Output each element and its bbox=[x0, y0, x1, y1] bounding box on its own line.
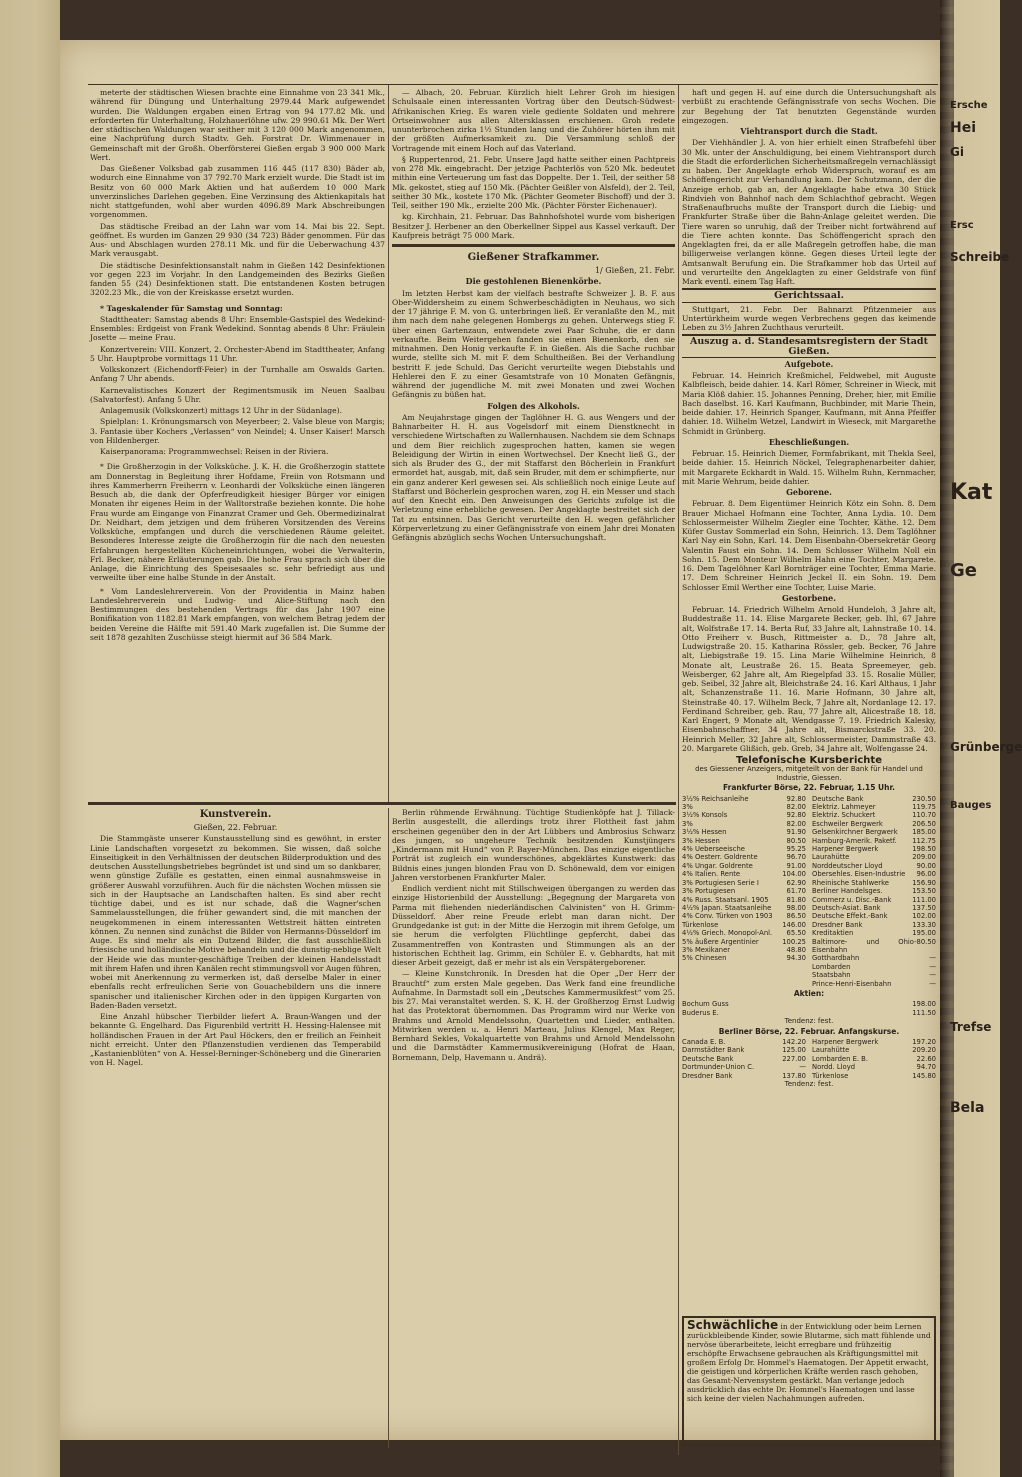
article-paragraph: Eine Anzahl hübscher Tierbilder liefert A. Braun-Wangen und der bekannte G. Engelhard. Das Figurenbild vertritt H. Hessing-Halensee mit holländischen Frauen in der Art Paul Höckers, den er freilich an Feinheit nicht erreicht. Unter den Pflanzenstudien verdienen das Temperabild „Kastanienblüten“ von A. Hessel-Berninger-Schöneberg und die Ginerarien von H. Nagel. bbox=[90, 1012, 381, 1068]
quote-name: Deutsche Bank bbox=[682, 1054, 734, 1063]
quote-value: 230.50 bbox=[912, 794, 936, 803]
article-paragraph: Die städtische Desinfektionsanstalt nahm in Gießen 142 Desinfektionen vor gegen 223 im Vorjahr. In den Landgemeinden des Bezirks Gießen fanden 55 (24) Desinfektionen statt. Die entstandenen Kosten betrugen 3202.23 Mk., die von der Kreiskasse ersetzt wurden. bbox=[90, 260, 385, 298]
quote-row bbox=[682, 887, 806, 895]
quote-name: Dortmunder-Union C. bbox=[682, 1063, 755, 1072]
eheschliessungen-list: Februar. 15. Heinrich Diemer, Formfabrikant, mit Thekla Seel, beide dahier. 15. Heinrich Nöckel, Telegraphenarbeiter dahier, mit Margarete Eckhardt in Wald. 15. Wilhelm Ruhn, Kernmacher, mit Marie Wehrum, beide dahier. bbox=[682, 449, 936, 486]
quote-row bbox=[682, 938, 806, 946]
gerichtssaal-heading: Gerichtssaal. bbox=[682, 288, 936, 302]
quote-value: 91.00 bbox=[786, 861, 806, 870]
standesamt-heading: Auszug a. d. Standesamtsregistern der Stadt Gießen. bbox=[682, 334, 936, 358]
article-albach: — Albach, 20. Februar. Kürzlich hielt Lehrer Groh im hiesigen Schulsaale einen interessanten Vortrag über den Deutsch-Südwest-Afrikanischen Krieg. Es waren viele gediente Soldaten und mehrere Ortseinwohner aus allen Altersklassen erschienen. Groh redete ununterbrochen zirka 1½ Stunden lang und die Zuhörer hörten ihm mit der größten Aufmerksamkeit zu. Die Versammlung schloß der Vortragende mit einem Hoch auf das Vaterland. bbox=[392, 88, 675, 153]
quote-row bbox=[812, 820, 936, 828]
quote-row bbox=[812, 837, 936, 845]
quote-name: Deutsche Effekt.-Bank bbox=[812, 912, 888, 921]
tageskalender-entry: Spielplan: 1. Krönungsmarsch von Meyerbeer; 2. Valse bleue von Margis; 3. Fantasie über Kochers „Verlassen“ von Neindel; 4. Unser Kaiser! Marsch von Hildenberger. bbox=[90, 417, 385, 445]
geborene-list: Februar. 8. Dem Eigentümer Heinrich Kötz ein Sohn. 8. Dem Brauer Michael Hofmann eine Tochter, Anna Lydia. 10. Dem Schlossermeister Wilhelm Ziegler eine Tochter, Käthe. 12. Dem Küfer Gustav Sommerlad ein Sohn, Heinrich. 13. Dem Taglöhner Karl Nay ein Sohn, Karl. 14. Dem Eisenbahn-Obersekretär Georg Valentin Faust ein Sohn. 14. Dem Schlosser Wilhelm Noll ein Sohn. 15. Dem Monteur Wilhelm Hahn eine Tochter, Margarete. 16. Dem Tagelöhner Karl Bornträger eine Tochter, Emma Marie. 17. Dem Schreiner Heinrich Jeckel II. ein Sohn. 19. Dem Schlosser Emil Werther eine Tochter, Luise Marie. bbox=[682, 499, 936, 592]
adjacent-page-text: Schreibe bbox=[950, 250, 1010, 264]
quote-value: 156.90 bbox=[912, 878, 936, 887]
quote-row bbox=[812, 971, 936, 979]
quote-row bbox=[682, 879, 806, 887]
quote-row bbox=[682, 1063, 806, 1071]
adjacent-page-text: Ersche bbox=[950, 100, 988, 111]
quote-row bbox=[812, 828, 936, 836]
quote-value: 94.70 bbox=[916, 1063, 936, 1072]
article-paragraph: Endlich verdient nicht mit Stillschweigen übergangen zu werden das einzige Historienbild der Ausstellung: „Begegnung der Margareta von Parma mit fliehenden niederländischen Calvinisten“ von H. Grimm-Düsseldorf. Aber reine Freude erlebt man daran nicht. Der Grundgedanke ist gut: in der Mitte die Herzogin mit ihrem Gefolge, um sie herum die verfolgten Flüchtlinge gepfercht, dabei das Zusammentreffen von Kontrasten und Stimmungen als an der historischen Echtheit lag. Grimm, ein Schüler E. v. Gebhardts, hat mit dieser Arbeit gezeigt, daß er mehr ist als ein Verspätergeborener. bbox=[392, 884, 675, 967]
quote-row bbox=[682, 820, 806, 828]
article-landeslehrerverein: * Vom Landeslehrerverein. Von der Providentia in Mainz haben Landeslehrerverein und Ludwig- und Alice-Stiftung nach den Bestimmungen des bestehenden Vertrags für das Jahr 1907 eine Bonifikation von 1182.81 Mark empfangen, von welchem Betrag jedem der beiden Vereine die Hälfte mit 591.40 Mark zugefallen ist. Die Summe der seit 1878 gezahlten Zuschüsse steigt hiermit auf 36 584 Mark. bbox=[90, 586, 385, 642]
quote-value: 227.00 bbox=[782, 1054, 806, 1063]
quote-value: 209.00 bbox=[912, 853, 936, 862]
adjacent-page-text: Trefse bbox=[950, 1020, 992, 1034]
quote-value: 92.80 bbox=[786, 811, 806, 820]
quote-name: Obersehles. Eisen-Industrie bbox=[812, 870, 906, 879]
quote-value: 22.60 bbox=[916, 1054, 936, 1063]
adjacent-page-text: Hei bbox=[950, 120, 977, 136]
quote-value: 81.80 bbox=[786, 895, 806, 904]
quote-value: 96.00 bbox=[916, 870, 936, 879]
quote-name: Baltimore- und Ohio-Eisenbahn bbox=[812, 937, 917, 954]
quote-value: 111.50 bbox=[912, 1008, 936, 1017]
quote-value: 195.00 bbox=[912, 929, 936, 938]
quote-value: 153.50 bbox=[912, 887, 936, 896]
quote-name: 4% Oesterr. Goldrente bbox=[682, 853, 758, 862]
quote-value: 90.00 bbox=[916, 861, 936, 870]
quote-name: 4% Ungar. Goldrente bbox=[682, 861, 753, 870]
quote-name: Harpener Bergwerk bbox=[812, 845, 879, 854]
quote-row bbox=[682, 853, 806, 861]
quote-name: Nordd. Lloyd bbox=[812, 1063, 856, 1072]
article-alkohol: Am Neujahrstage gingen der Taglöhner H. G. aus Wengers und der Bahnarbeiter H. H. aus Vogelsdorf mit einem Dienstknecht in verschiedene Wirtschaften zu Wallernhausen. Nachdem sie dem Schnaps und dem Bier reichlich zugesprochen hatten, kamen sie wegen Beleidigung der Wirtin in einen Wortwechsel. Der Knecht ließ G., der sich als Bruder des G., der mit Staffarst den Böcherlein in Frankfurt ermordet hat, ausgab, mit, daß sein Bruder, mit dem er schimpfierte, nur ein ganz anderer Kerl gewesen sei. Als schließlich noch einige Leute auf Staffarst und Böcherlein gesprochen waren, zog H. ein Messer und stach auf den Knecht ein. Den Anweisungen des Gerichts zufolge ist die Verletzung eine erhebliche gewesen. Der Angeklagte bestreitet sich der Tat zu entsinnen. Das Gericht verurteilte den H. wegen gefährlicher Körperverletzung zu einer Gefängnisstrafe von einem Jahr drei Monaten Gefängnis abzüglich sechs Wochen Untersuchungshaft. bbox=[392, 412, 675, 542]
quote-value: 112.75 bbox=[912, 836, 936, 845]
quote-row bbox=[682, 896, 806, 904]
frankfurt-quotes bbox=[682, 795, 936, 988]
tendenz-label: Tendenz: fest. bbox=[784, 1080, 834, 1089]
kursbericht-block bbox=[682, 757, 936, 1088]
quote-name: Gelsenkirchner Bergwerk bbox=[812, 828, 898, 837]
kunstverein-heading: Kunstverein. bbox=[199, 809, 272, 820]
quote-name: 3% bbox=[682, 819, 693, 828]
quote-row bbox=[812, 954, 936, 962]
frankfurt-quotes-left bbox=[682, 795, 806, 988]
quote-row bbox=[812, 938, 936, 955]
quote-name: 4% Russ. Staatsanl. 1905 bbox=[682, 895, 769, 904]
tageskalender-entry: Anlagemusik (Volkskonzert) mittags 12 Uhr in der Südanlage). bbox=[100, 406, 343, 415]
quote-name: Türkenlose bbox=[682, 920, 719, 929]
quote-value: 100.25 bbox=[782, 937, 806, 946]
quote-row bbox=[812, 1072, 936, 1080]
aktien-heading: Aktien: bbox=[793, 988, 825, 998]
quote-name: Türkenlose bbox=[812, 1071, 849, 1080]
quote-value: 86.50 bbox=[786, 912, 806, 921]
berlin-quotes-right bbox=[812, 1038, 936, 1080]
quote-value: 98.00 bbox=[786, 903, 806, 912]
quote-row bbox=[812, 870, 936, 878]
kursbericht-subtitle: des Giessener Anzeigers, mitgeteilt von der Bank für Handel und Industrie, Giessen. bbox=[695, 765, 923, 782]
quote-value: 110.70 bbox=[912, 811, 936, 820]
quote-name: Staatsbahn bbox=[812, 971, 851, 980]
quote-row bbox=[812, 904, 936, 912]
geborene-heading: Geborene. bbox=[786, 487, 832, 497]
quote-name: Norddeutscher Lloyd bbox=[812, 861, 883, 870]
quote-value: 80.50 bbox=[916, 937, 936, 946]
quote-value: 104.00 bbox=[782, 870, 806, 879]
article-paragraph: meterte der städtischen Wiesen brachte eine Einnahme von 23 341 Mk., während für Düngung und Unterhaltung 2979.44 Mark aufgewendet wurden. Die Waldungen ergaben einen Ertrag von 94 177.82 Mk. und erforderten für Unterhaltung, Holzhauerlöhne ufw. 29 990.61 Mk. Der Wert der städtischen Waldungen war seither mit 3 120 000 Mark angenommen, eine Nachprüfung durch Stadtv. Geh. Forstrat Dr. Wimmenauer in Gemeinschaft mit der Großh. Oberförsterei Gießen ergab 3 900 000 Mark Wert. bbox=[90, 88, 385, 162]
quote-row bbox=[812, 1055, 936, 1063]
quote-name: Darmstädter Bank bbox=[682, 1046, 745, 1055]
quote-row bbox=[682, 1072, 806, 1080]
quote-name: 5% Chinesen bbox=[682, 954, 727, 963]
quote-row bbox=[812, 845, 936, 853]
quote-row bbox=[812, 963, 936, 971]
article-gerichtssaal: Stuttgart, 21. Febr. Der Bahnarzt Pfitzenmeier aus Untertürkheim wurde wegen Verbrechens gegen das keimende Leben zu 3½ Jahren Zuchthaus verurteilt. bbox=[682, 304, 936, 332]
gestorbene-heading: Gestorbene. bbox=[781, 592, 837, 603]
quote-row bbox=[682, 837, 806, 845]
adjacent-page-text: Ge bbox=[950, 560, 977, 581]
tageskalender-entry: Karnevalistisches Konzert der Regimentsmusik im Neuen Saalbau (Salvatorfest). Anfang 5 Uhr. bbox=[90, 385, 385, 404]
quote-row bbox=[812, 1038, 936, 1046]
berlin-quotes-left bbox=[682, 1038, 806, 1080]
viehtransport-heading: Viehtransport durch die Stadt. bbox=[740, 126, 878, 136]
quote-value: — bbox=[799, 1063, 806, 1072]
quote-row bbox=[812, 795, 936, 803]
quote-name: 3½% Reichsanleihe bbox=[682, 794, 749, 803]
quote-name: Hamburg-Amerik. Paketf. bbox=[812, 836, 897, 845]
quote-value: — bbox=[929, 962, 936, 971]
column-rule bbox=[388, 85, 389, 805]
quote-row bbox=[682, 1000, 936, 1008]
strafkammer-heading: Gießener Strafkammer. bbox=[467, 252, 600, 263]
article-paragraph: Die Stammgäste unserer Kunstausstellung sind es gewöhnt, in erster Linie Landschaften vorgesetzt zu bekommen. Sie wissen, daß solche Einseitigkeit in den Verhältnissen der deutschen Bilderproduktion und des deutschen Ausstellungsbetriebes begründet ist und sind um so dankbarer, wenn günstige Zufälle es gestatten, einen einmal ausnahmsweise in größerer Auswahl vorzuführen. Auch für die nächsten Wochen müssen sie sich in der Hauptsache an Landschaften halten. Es sind aber recht tüchtige dabei, und es ist nur schade, daß die Wagner'schen Sammelausstellungen, die früher gewandert sind, die mit manchen der neugekommenen in einem interessanten Wettstreit hätten eintreten können. Zu nennen sind zunächst die Bilder von Hermanns-Düsseldorf im Auge. Es sind mehr als ein Dutzend Bilder, die fast ausschließlich friesische und holländische Motive behandeln und die dunstig-neblige Welt der Heide wie das munter-geschäftige Treiben der kleinen Handelsstadt mit ihrem Hafen und ihren Kanälen recht stimmungsvoll vor Augen führen, wobei mit Anerkennung zu vermerken ist, daß derselbe Maler in einer ebenfalls recht erfreulichen Serie von Gouachebildern uns die innere spanischer und italienischer Kirchen oder in den üppigen Kurgarten von Baden-Baden versetzt. bbox=[90, 834, 381, 1010]
quote-name: Canada E. B. bbox=[682, 1038, 726, 1046]
quote-name: Berliner Handelsges. bbox=[812, 887, 883, 896]
column-kunstverein-continued bbox=[392, 808, 675, 1458]
quote-value: 142.20 bbox=[782, 1038, 806, 1046]
article-paragraph: haft und gegen H. auf eine durch die Untersuchungshaft als verbüßt zu erachtende Gefängnisstrafe von sechs Wochen. Die zur Begehung der Tat benutzten Gegenstände wurden eingezogen. bbox=[682, 88, 936, 125]
quote-value: 125.00 bbox=[782, 1046, 806, 1055]
quote-name: Kreditaktien bbox=[812, 929, 854, 938]
quote-value: 206.50 bbox=[912, 819, 936, 828]
quote-name: Eschweiler Bergwerk bbox=[812, 819, 883, 828]
tageskalender-heading: * Tageskalender für Samstag und Sonntag: bbox=[100, 303, 283, 313]
quote-value: 80.50 bbox=[786, 836, 806, 845]
quote-row bbox=[812, 929, 936, 937]
tageskalender-entry: Kaiserpanorama: Programmwechsel: Reisen in der Riviera. bbox=[100, 447, 329, 456]
quote-name: Gotthardbahn bbox=[812, 954, 860, 963]
quote-value: 137.50 bbox=[912, 903, 936, 912]
quote-value: 198.50 bbox=[912, 845, 936, 854]
quote-name: 4½% Griech. Monopol-Anl. bbox=[682, 929, 773, 938]
quote-row bbox=[812, 896, 936, 904]
quote-value: 82.00 bbox=[786, 819, 806, 828]
quote-name: Commerz u. Disc.-Bank bbox=[812, 895, 892, 904]
ad-title: Schwächliche bbox=[687, 1318, 779, 1332]
quote-value: 91.90 bbox=[786, 828, 806, 837]
adjacent-page-text: Kat bbox=[950, 480, 993, 505]
kursbericht-title: Telefonische Kursberichte bbox=[735, 755, 882, 766]
ad-text: in der Entwicklung oder beim Lernen zurückbleibende Kinder, sowie Blutarme, sich matt fühlende und nervöse überarbeitete, leicht erregbare und frühzeitig erschöpfte Erwachsene gebrauchen als Kräftigungsmittel mit großem Erfolg Dr. Hommel's Haematogen. Der Appetit erwacht, die geistigen und körperlichen Kräfte werden rasch gehoben, das Gesamt-Nervensystem gestärkt. Man verlange jedoch ausdrücklich das echte Dr. Hommel's Haematogen und lasse sich keine der vielen Nachahmungen aufreden. bbox=[687, 1322, 931, 1403]
quote-row bbox=[812, 1063, 936, 1071]
quote-value: 145.80 bbox=[912, 1071, 936, 1080]
quote-name: Laurahütte bbox=[812, 853, 850, 862]
quote-row bbox=[812, 811, 936, 819]
quote-value: 209.20 bbox=[912, 1046, 936, 1055]
quote-row bbox=[682, 1009, 936, 1017]
aufgebote-heading: Aufgebote. bbox=[784, 358, 834, 369]
quote-row bbox=[682, 929, 806, 937]
quote-name: 4% Conv. Türken von 1903 bbox=[682, 912, 773, 921]
article-grossherzogin: * Die Großherzogin in der Volksküche. J. K. H. die Großherzogin stattete am Donnerstag in Begleitung ihrer Hofdame, Freiin von Rotsmann und ihres Kammerherrn Freiherrn v. Leonhardi der Volksküche einen längeren Besuch ab, die dank der Opferfreudigkeit hiesiger Bürger vor einigen Monaten ihr eigenes Heim in der Walltorstraße beziehen konnte. Die hohe Frau wurde am Eingange von Finanzrat Cramer und Geh. Obermedizinalrat Dr. Neidhart, dem jetzigen und dem früheren Vorsitzenden des Vereins Volksküche, empfangen und durch die verschiedenen Räume geleitet. Besonderes Interesse zeigte die Großherzogin für die nach den neuesten Erfahrungen hergestellten Kücheneinrichtungen, wobei die Verwalterin, Frl. Becker, nähere Erläuterungen gab. Die hohe Frau sprach sich über die Anlage, die Einrichtung des Speisesaales sc. sehr befriedigt aus und verweilte über eine halbe Stunde in der Anstalt. bbox=[90, 462, 385, 583]
quote-row bbox=[682, 803, 806, 811]
quote-row bbox=[812, 887, 936, 895]
section-divider bbox=[392, 244, 675, 247]
article-paragraph: Das städtische Freibad an der Lahn war vom 14. Mai bis 22. Sept. geöffnet. Es wurden im Ganzen 29 930 (34 723) Bäder genommen. Für das Aus- und Abschlagen wurden 278.11 Mk. und für die Ueberwachung 437 Mark verausgabt. bbox=[90, 221, 385, 259]
quote-value: 61.70 bbox=[786, 887, 806, 896]
quote-name: Rheinische Stahlwerke bbox=[812, 878, 889, 887]
column-court-and-market bbox=[682, 88, 936, 1458]
quote-value: — bbox=[929, 979, 936, 988]
article-paragraph: Berlin rühmende Erwähnung. Tüchtige Studienköpfe hat J. Tillack-Berlin ausgestellt, die allerdings trotz ihrer Flottheit fast jahm erscheinen gegenüber den in der Art Lübbers und Ambrosius Schwarz des jungen, so ungeheure Technik besitzenden Kunstjüngers „Kindermann mit Hund“ von P. Bayer-München. Das einzige eigentliche Porträt ist zugleich ein wunderschönes, abgeklärtes Kunstwerk: das Bildnis eines jungen blonden Frau von D. Schönewald, dem vor einigen Jahren verstorbenen Frankfurter Maler. bbox=[392, 808, 675, 882]
frankfurt-quotes-right bbox=[812, 795, 936, 988]
quote-name: Elektriz. Schuckert bbox=[812, 811, 876, 820]
quote-value: 133.30 bbox=[912, 920, 936, 929]
quote-value: 62.90 bbox=[786, 878, 806, 887]
quote-row bbox=[682, 1046, 806, 1054]
quote-name: 3% Mexikaner bbox=[682, 945, 731, 954]
article-kirchhain: kg. Kirchhain, 21. Februar. Das Bahnhofshotel wurde vom bisherigen Besitzer J. Herbener an den Oberkellner Sippel aus Kassel verkauft. Der Kaufpreis beträgt 75 000 Mark. bbox=[392, 212, 675, 240]
section-divider bbox=[88, 802, 676, 805]
quote-row bbox=[812, 803, 936, 811]
quote-value: 146.00 bbox=[782, 920, 806, 929]
quote-value: 82.00 bbox=[786, 803, 806, 812]
adjacent-page-text: Gi bbox=[950, 145, 964, 159]
quote-name: 3% bbox=[682, 803, 693, 812]
quote-row bbox=[812, 879, 936, 887]
quote-row bbox=[682, 921, 806, 929]
adjacent-page-text: Ersc bbox=[950, 220, 974, 231]
quote-name: Bochum Guss bbox=[682, 1000, 729, 1009]
quote-row bbox=[682, 912, 806, 920]
adjacent-page-text: Bela bbox=[950, 1100, 985, 1116]
aufgebote-list: Februar. 14. Heinrich Kreßmichel, Feldwebel, mit Auguste Kalbfleisch, beide dahier. 14. Karl Römer, Schreiner in Wieck, mit Maria Klöß dahier. 15. Johannes Penning, Dreher, hier, mit Emilie Bach daselbst. 16. Karl Kaufmann, Buchbinder, mit Marie Thein, beide dahier. 17. Heinrich Spanger, Kaufmann, mit Anna Pfeiffer dahier. 18. Wilhelm Wetzel, Landwirt in Wieseck, mit Margarethe Schmidt in Grünberg. bbox=[682, 371, 936, 436]
quote-name: Lombarden E. B. bbox=[812, 1054, 869, 1063]
adjacent-page-text: Bauges bbox=[950, 800, 992, 811]
quote-name: Dresdner Bank bbox=[682, 1071, 733, 1080]
article-ruppertenrod: § Ruppertenrod, 21. Febr. Unsere Jagd hatte seither einen Pachtpreis von 278 Mk. eingebracht. Der jetzige Pachterlös von 520 Mk. bedeutet mithin eine Verteuerung um fast das Doppelte. Der 1. Teil, der seither 58 Mk. gekostet, stieg auf 150 Mk. (Pächter Geißler von Alsfeld), der 2. Teil, seither 30 Mk., kostete 170 Mk. (Pächter Geometer Bischoff) und der 3. Teil, seither 190 Mk., erzielte 200 Mk. (Pächter Förster Eichenauer). bbox=[392, 154, 675, 210]
quote-name: 3½% Konsols bbox=[682, 811, 728, 820]
quote-row bbox=[812, 980, 936, 988]
quote-row bbox=[682, 946, 806, 954]
haematogen-advertisement bbox=[682, 1316, 936, 1446]
aktien-quotes bbox=[682, 1000, 936, 1017]
quote-row bbox=[682, 845, 806, 853]
berlin-quotes bbox=[682, 1038, 936, 1080]
column-rule bbox=[678, 85, 679, 1455]
quote-value: 197.20 bbox=[912, 1038, 936, 1046]
tageskalender-entry: Volkskonzert (Eichendorff-Feier) in der Turnhalle am Oswalds Garten. Anfang 7 Uhr abends. bbox=[90, 365, 385, 384]
quote-row bbox=[812, 862, 936, 870]
quote-value: — bbox=[929, 954, 936, 963]
quote-name: Lombarden bbox=[812, 962, 851, 971]
strafkammer-dateline: 1/ Gießen, 21. Febr. bbox=[594, 266, 675, 275]
quote-name: 5% äußere Argentinier bbox=[682, 937, 759, 946]
column-local-news bbox=[90, 88, 385, 788]
quote-row bbox=[682, 870, 806, 878]
column-rule bbox=[388, 808, 389, 1448]
alkohol-heading: Folgen des Alkohols. bbox=[487, 400, 580, 411]
article-viehtransport: Der Viehhändler J. A. von hier erhielt einen Strafbefehl über 30 Mk. unter der Anschuldigung, bei einem Viehtransport durch die Stadt die erforderlichen Sicherheitsmaßregeln vernachlässigt zu haben. Der Angeklagte erhob Widerspruch, worauf es am Schöffengericht zur Verhandlung kam. Der Schutzmann, der die Anzeige erhob, gab an, der Angeklagte habe etwa 30 Stück Rindvieh von Bahnhof nach dem Schlachthof gebracht. Wegen Straßenaufbruchs mußte der Transport durch die Liebig- und Frankfurter Straße über die Bahn-Anlage geleitet werden. Die Tiere waren so unruhig, daß der Treiber nicht fortwährend auf die Tiere achten konnte. Das Schöffengericht sprach den Angeklagten frei, da er alle Maßregeln getroffen habe, die man billigerweise verlangen könne. Gegen dieses Urteil legte der Amtsanwalt Berufung ein. Die Strafkammer hob das Urteil auf und verurteilte den Angeklagten zu einer Geldstrafe von fünf Mark eventl. einem Tag Haft. bbox=[682, 138, 936, 286]
quote-row bbox=[682, 1055, 806, 1063]
quote-row bbox=[812, 853, 936, 861]
quote-value: 65.50 bbox=[786, 929, 806, 938]
adjacent-page-text: Grünberge bbox=[950, 740, 1022, 754]
quote-name: 3½% Hessen bbox=[682, 828, 727, 837]
quote-value: 198.00 bbox=[912, 1000, 936, 1009]
quote-name: 4½% Japan. Staatsanleihe bbox=[682, 903, 772, 912]
bienenkorbe-heading: Die gestohlenen Bienenkörbe. bbox=[465, 276, 602, 287]
article-kunstchronik: — Kleine Kunstchronik. In Dresden hat die Oper „Der Herr der Brauchtf“ zum ersten Male gegeben. Das Werk fand eine freundliche Aufnahme. In Darmstadt soll ein „Deutsches Kammermusikfest“ vom 25. bis 27. Mai veranstaltet werden. S. K. H. der Großherzog Ernst Ludwig hat das Protektorat übernommen. Das Programm wird nur Werke von Brahms und Arnold Mendelssohn, Quartetten und Lieder, enthalten. Mitwirken werden u. a. Henri Marteau, Julius Klengel, Max Reger, Bernhard Sekles, Vokalquartette von Brahms und Arnold Mendelssohn und die Darmstädter Kammermusikvereinigung (Hofrat de Haan, Bornemann, Delp, Havemann u. Andrä). bbox=[392, 969, 675, 1062]
tendenz-label: Tendenz: fest. bbox=[784, 1017, 834, 1026]
quote-name: 4% Ueberseeische bbox=[682, 845, 745, 854]
quote-name: Elektriz. Lahmeyer bbox=[812, 803, 876, 812]
gestorbene-list: Februar. 14. Friedrich Wilhelm Arnold Hundeloh, 3 Jahre alt, Buddestraße 11. 14. Elise Margarete Becker, geb. Ihl, 67 Jahre alt, Wolfstraße 17. 14. Berta Ruf, 33 Jahre alt, Lahnstraße 10. 14. Otto Freiherr v. Busch, Rittmeister a. D., 78 Jahre alt, Ludwigstraße 20. 15. Katharina Rössler, geb. Becker, 76 Jahre alt, Liebigstraße 19. 15. Lina Marie Wilhelmine Heinrich, 8 Monate alt, Leustraße 26. 15. Beata Spreemeyer, geb. Weisberger, 62 Jahre alt, Am Riegelpfad 33. 15. Rosalie Müller, geb. Seibel, 32 Jahre alt, Bleichstraße 24. 16. Karl Althaus, 1 Jahr alt, Schanzenstraße 11. 16. Marie Hofmann, 30 Jahre alt, Steinstraße 40. 17. Wilhelm Beck, 7 Jahre alt, Nordanlage 12. 17. Ferdinand Schreiber, geb. Rau, 77 Jahre alt, Alicestraße 18. 18. Karl Engert, 9 Monate alt, Wendgasse 7. 19. Friedrich Kalesky, Eisenbahnschaffner, 34 Jahre alt, Bismarckstraße 33. 20. Heinrich Meller, 32 Jahre alt, Schlossermeister, Dammstraße 43. 20. Margarete Glißich, geb. Greb, 34 Jahre alt, Wolfengasse 24. bbox=[682, 605, 936, 753]
quote-value: 94.30 bbox=[786, 954, 806, 963]
column-kunstverein bbox=[90, 808, 381, 1458]
quote-row bbox=[682, 862, 806, 870]
quote-name: Laurahütte bbox=[812, 1046, 850, 1055]
quote-name: 3% Portugiesen bbox=[682, 887, 736, 896]
column-regional-news bbox=[392, 88, 675, 788]
quote-name: 4% Italien. Rente bbox=[682, 870, 741, 879]
article-paragraph: Das Gießener Volksbad gab zusammen 116 445 (117 830) Bäder ab, wodurch eine Einnahme von 37 792.70 Mark erzielt wurde. Die Stadt ist im Besitz von 60 000 Mark Aktien und hat außerdem 10 000 Mark unverzinsliches Darlehen gegeben. Eine Verzinsung des Aktienkapitals hat nicht stattgefunden, wohl aber wurden 4096.89 Mark Abschreibungen vorgenommen. bbox=[90, 164, 385, 220]
quote-row bbox=[682, 828, 806, 836]
quote-value: — bbox=[929, 971, 936, 980]
quote-name: 3% Hessen bbox=[682, 836, 720, 845]
quote-value: 111.00 bbox=[912, 895, 936, 904]
quote-name: Deutsche Bank bbox=[812, 794, 864, 803]
quote-row bbox=[812, 921, 936, 929]
kunstverein-dateline: Gießen, 22. Februar. bbox=[193, 823, 278, 832]
quote-value: 119.75 bbox=[912, 803, 936, 812]
quote-name: Deutsch-Asiat. Bank bbox=[812, 903, 881, 912]
eheschliessungen-heading: Eheschließungen. bbox=[768, 436, 850, 447]
page-left-margin bbox=[0, 0, 60, 1477]
top-rule bbox=[88, 84, 938, 85]
quote-row bbox=[682, 954, 806, 962]
quote-row bbox=[682, 904, 806, 912]
quote-value: 48.80 bbox=[786, 945, 806, 954]
tageskalender-entry: Stadttheater: Samstag abends 8 Uhr: Ensemble-Gastspiel des Wedekind-Ensembles: Erdgeist von Frank Wedekind. Sonntag abends 8 Uhr: Fräulein Josette — meine Frau. bbox=[90, 314, 385, 343]
quote-name: Buderus E. bbox=[682, 1008, 719, 1017]
article-bienenkorbe: Im letzten Herbst kam der vielfach bestrafte Schweizer J. B. F. aus Ober-Widdersheim zu einem Schwerbeschädigten in Neuhaus, wo sich der 17 jährige F. M. von G. unterbringen ließ. Er veranlaßte den M., mit ihm nach dem nahe gelegenen Hombergs zu gehen. Unterwegs stieg F. über einen Gartenzaun, entwendete zwei Paar Schuhe, die er dann verkaufte. Beim Weitergehen fanden sie einen Bienenkorb, den sie mitnahmen. Den Honig verkaufte F. in Gießen. Als die Sache ruchbar wurde, stellte sich M. mit F. dem Schultheißen. Bei der Verhandlung bestritt F. jede Schuld. Das Gericht verurteilte wegen Diebstahls und Hehlerei den F. zu einer Gesamtstrafe von 10 Monaten Gefängnis, während der jugendliche M. mit zwei Monaten und zwei Wochen Gefängnis zu büßen hat. bbox=[392, 288, 675, 400]
quote-name: Harpener Bergwerk bbox=[812, 1038, 879, 1046]
quote-row bbox=[682, 1038, 806, 1046]
quote-value: 95.25 bbox=[786, 845, 806, 854]
tageskalender-entry: Konzertverein: VIII. Konzert, 2. Orchester-Abend im Stadttheater, Anfang 5 Uhr. Hauptprobe vormittags 11 Uhr. bbox=[90, 344, 385, 363]
quote-value: 185.00 bbox=[912, 828, 936, 837]
quote-name: Prince-Henri-Eisenbahn bbox=[812, 979, 892, 988]
quote-row bbox=[812, 1046, 936, 1054]
quote-row bbox=[682, 795, 806, 803]
berlin-boerse-heading: Berliner Börse, 22. Februar. Anfangskurse. bbox=[718, 1026, 900, 1036]
quote-value: 92.80 bbox=[786, 794, 806, 803]
quote-value: 137.80 bbox=[782, 1071, 806, 1080]
frankfurt-boerse-heading: Frankfurter Börse, 22. Februar, 1.15 Uhr. bbox=[723, 783, 895, 793]
quote-value: 102.00 bbox=[912, 912, 936, 921]
quote-row bbox=[682, 811, 806, 819]
quote-row bbox=[812, 912, 936, 920]
quote-value: 96.70 bbox=[786, 853, 806, 862]
quote-name: 3% Portugiesen Serie I bbox=[682, 878, 759, 887]
quote-name: Dresdner Bank bbox=[812, 920, 863, 929]
